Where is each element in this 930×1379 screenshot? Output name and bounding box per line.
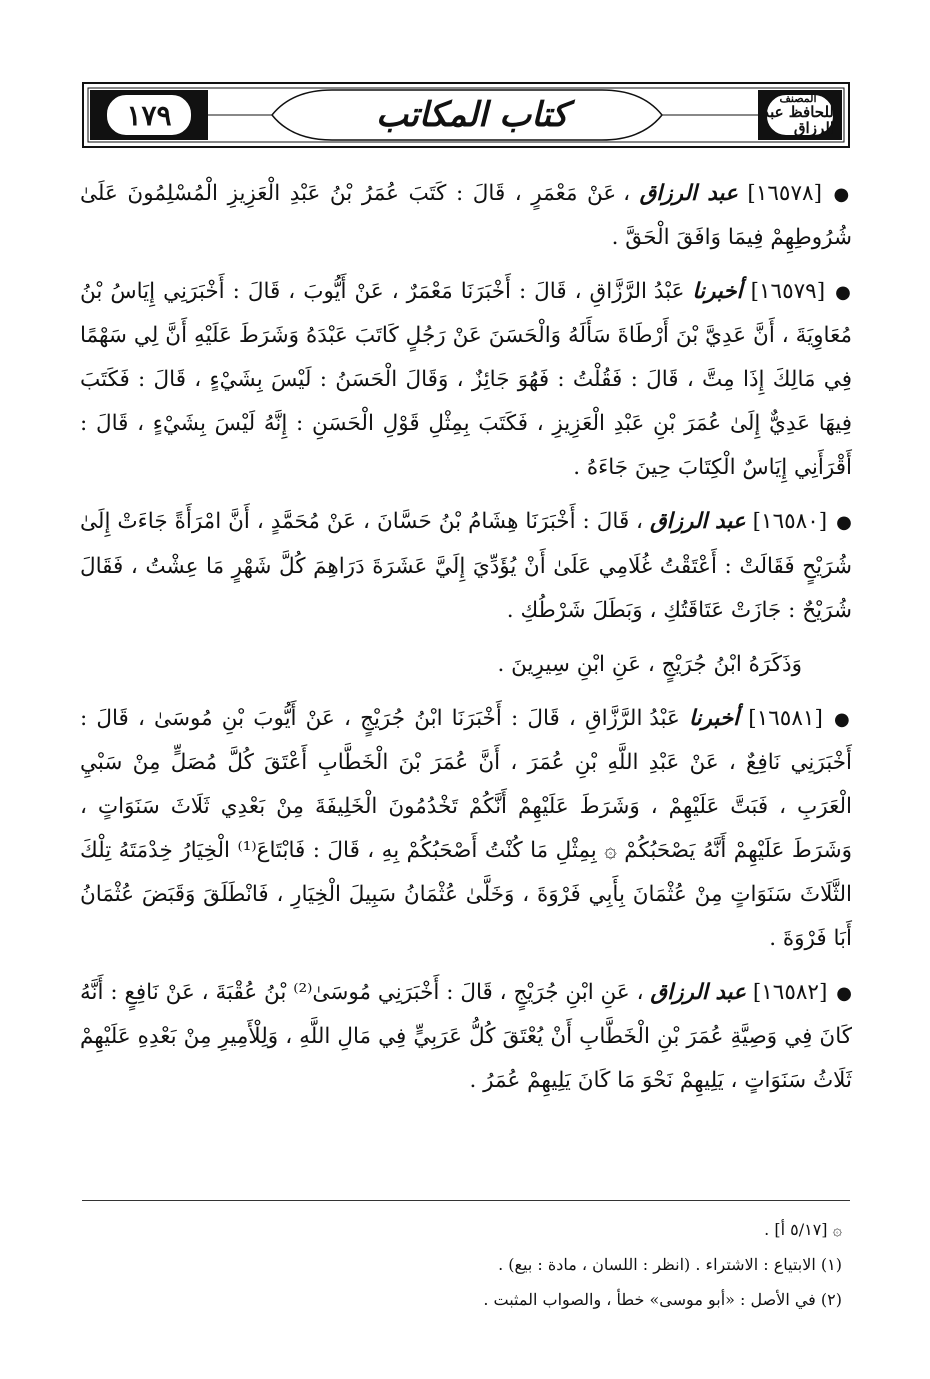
hadith-narrator: عبد الرزاق [639,181,738,206]
hadith-text: ، قَالَ : أَخْبَرَنَا هِشَامُ بْنُ حَسَّانَ ، عَنْ مُحَمَّدٍ ، أَنَّ امْرَأَةً جَاءَتْ إِلَىٰ شُرَيْحٍ فَقَالَتْ : أَعْتَقْتُ غُلَامِي عَلَىٰ أَنْ يُؤَدِّيَ إِلَيَّ عَشَرَةَ دَرَاهِمَ كُلَّ شَهْرٍ مَا عِشْتُ ، فَقَالَ شُرَيْحٌ : جَازَتْ عَتَاقَتُكِ ، وَبَطَلَ شَرْطُكِ . [80,509,852,623]
bullet-icon: ● [836,983,852,1005]
hadith-text: ، عَنْ مَعْمَرٍ ، قَالَ : كَتَبَ عُمَرُ بْنُ عَبْدِ الْعَزِيزِ الْمُسْلِمُونَ عَلَىٰ شُرُوطِهِمْ فِيمَا وَافَقَ الْحَقَّ . [80,181,852,251]
hadith-narrator: عبد الرزاق [650,980,746,1006]
footnote-divider [82,1200,850,1201]
hadith-text: عَبْدُ الرَّزَّاقِ ، قَالَ : أَخْبَرَنَا ابْنُ جُرَيْجٍ ، عَنْ أَيُّوبَ بْنِ مُوسَىٰ ، قَالَ : أَخْبَرَنِي نَافِعٌ ، عَنْ عَبْدِ اللَّهِ بْنِ عُمَرَ ، أَنَّ عُمَرَ بْنَ الْخَطَّابِ أَعْتَقَ كُلَّ مُصَلٍّ مِنْ سَبْيِ الْعَرَبِ ، فَبَتَّ عَلَيْهِمْ ، وَشَرَطَ عَلَيْهِمْ أَنَّكُمْ تَخْدُمُونَ الْخَلِيفَةَ مِنْ بَعْدِي ثَلَاثَ سَنَوَاتٍ ، وَشَرَطَ عَلَيْهِمْ أَنَّهُ يَصْحَبُكُمْ ۞ بِمِثْلِ مَا كُنْتُ أَصْحَبُكُمْ بِهِ ، قَالَ : فَابْتَاعَ⁽¹⁾ الْخِيَارُ خِدْمَتَهُ تِلْكَ الثَّلَاثَ سَنَوَاتٍ مِنْ عُثْمَانَ بِأَبِي فَرْوَةَ ، وَخَلَّىٰ عُثْمَانُ سَبِيلَ الْخِيَارِ ، فَانْطَلَقَ وَقَبَضَ عُثْمَانُ أَبَا فَرْوَةَ . [80,705,852,951]
logo-line-2: للحافظ عبد الرزاق [762,103,834,137]
bullet-icon: ● [835,282,852,304]
book-title: كتاب المكاتب [375,95,569,135]
hadith-note: وَذَكَرَهُ ابْنُ جُرَيْجٍ ، عَنِ ابْنِ سِيرِينَ . [497,651,802,677]
hadith-narrator: عبد الرزاق [649,509,746,535]
hadith-entry [80,971,852,1103]
hadith-number: [١٦٥٨٠] [752,509,828,535]
main-text [80,172,852,1113]
publisher-logo [762,90,834,140]
manuscript-reference: ۞ [٥/١٧ أ] . [764,1220,842,1239]
logo-line-1: المصنف [779,92,817,106]
hadith-number: [١٦٥٨١] [748,705,823,731]
hadith-number: [١٦٥٨٢] [752,980,828,1006]
hadith-number: [١٦٥٧٨] [747,181,822,206]
bullet-icon: ● [833,708,852,730]
hadith-entry [80,697,852,961]
hadith-narrator: أخبرنا [689,705,740,731]
footnote-2: (٢) في الأصل : «أبو موسى» خطأ ، والصواب المثبت . [483,1290,842,1310]
hadith-text: ، عَنِ ابْنِ جُرَيْجٍ ، قَالَ : أَخْبَرَنِي مُوسَىٰ⁽²⁾ بْنُ عُقْبَةَ ، عَنْ نَافِعٍ : أَنَّهُ كَانَ فِي وَصِيَّةِ عُمَرَ بْنِ الْخَطَّابِ أَنْ يُعْتَقَ كُلُّ عَرَبِيٍّ فِي مَالِ اللَّهِ ، وَلِلْأَمِيرِ مِنْ بَعْدِهِ عَلَيْهِمْ ثَلَاثُ سَنَوَاتٍ ، يَلِيهِمْ نَحْوَ مَا كَانَ يَلِيهِمْ عُمَرُ . [80,980,852,1094]
footnotes [80,1212,852,1318]
hadith-narrator: أخبرنا [692,279,743,305]
footnote-1: (١) الابتياع : الاشتراء . (انظر : اللسان ، مادة : بيع) . [498,1255,842,1275]
hadith-entry [80,500,852,632]
hadith-entry [80,270,852,490]
bullet-icon: ● [833,184,852,205]
page-header [82,82,850,148]
bullet-icon: ● [836,512,852,534]
page-number: ١٧٩ [126,98,172,132]
hadith-number: [١٦٥٧٩] [750,279,826,305]
hadith-entry [80,172,852,260]
hadith-text: عَبْدُ الرَّزَّاقِ ، قَالَ : أَخْبَرَنَا مَعْمَرٌ ، عَنْ أَيُّوبَ ، قَالَ : أَخْبَرَنِي إِيَاسُ بْنُ مُعَاوِيَةَ ، أَنَّ عَدِيَّ بْنَ أَرْطَاةَ سَأَلَهُ وَالْحَسَنَ عَنْ رَجُلٍ كَاتَبَ عَبْدَهُ وَشَرَطَ عَلَيْهِ أَنَّ لِي سَهْمًا فِي مَالِكَ إِذَا مِتَّ ، قَالَ : فَقُلْتُ : فَهُوَ جَائِزٌ ، وَقَالَ الْحَسَنُ : لَيْسَ بِشَيْءٍ ، قَالَ : فَكَتَبَ فِيهَا عَدِيٌّ إِلَىٰ عُمَرَ بْنِ عَبْدِ الْعَزِيزِ ، فَكَتَبَ بِمِثْلِ قَوْلِ الْحَسَنِ : إِنَّهُ لَيْسَ بِشَيْءٍ ، قَالَ : أَقْرَأَنِي إِيَاسٌ الْكِتَابَ حِينَ جَاءَهُ . [80,279,852,481]
